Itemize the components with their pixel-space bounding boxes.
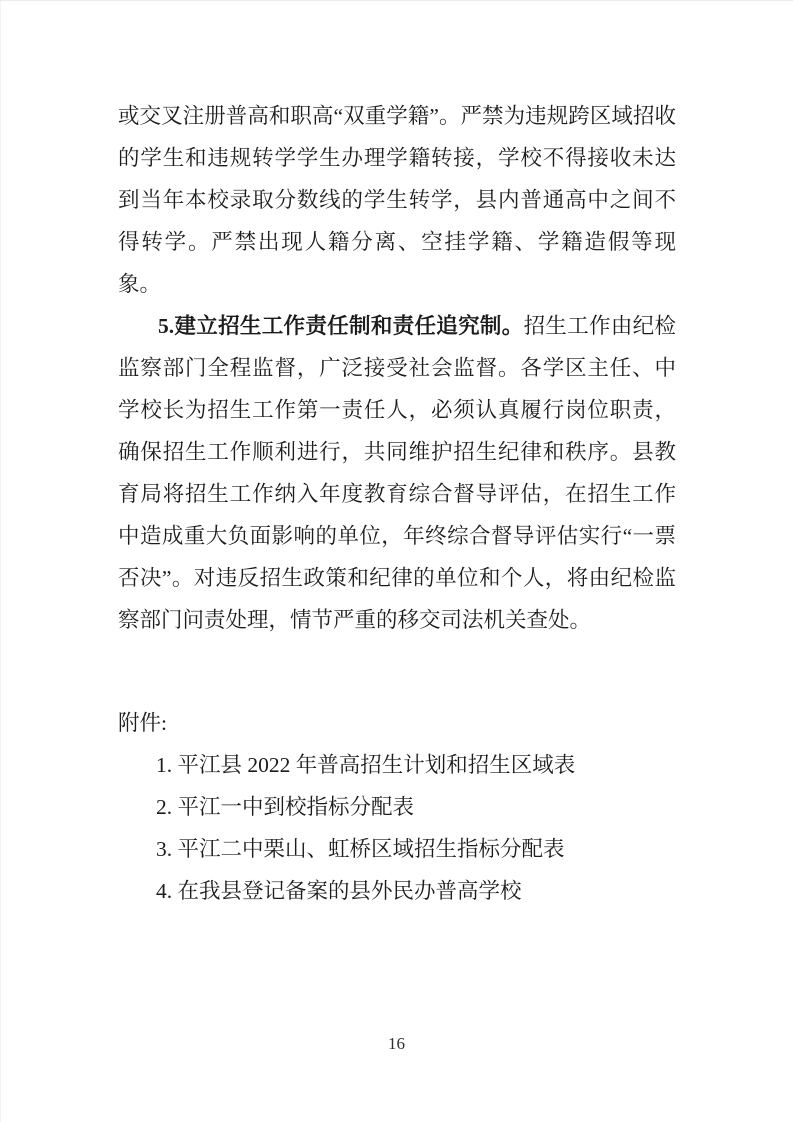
paragraph-text: 招生工作由纪检监察部门全程监督，广泛接受社会监督。各学区主任、中学校长为招生工作第一责任人，必须认真履行岗位职责，确保招生工作顺利进行，共同维护招生纪律和秩序。县教育局将招生工作纳入年度教育综合督导评估，在招生工作中造成重大负面影响的单位，年终综合督导评估实行“一票否决”。对违反招生政策和纪律的单位和个人，将由纪检监察部门问责处理，情节严重的移交司法机关查处。 <box>118 314 676 632</box>
paragraph <box>118 95 676 305</box>
paragraph-bold-lead: 5.建立招生工作责任制和责任追究制。 <box>158 314 524 338</box>
attachment-item: 3. 平江二中栗山、虹桥区域招生指标分配表 <box>156 837 565 861</box>
body-text <box>118 95 676 641</box>
paragraph-text: 或交叉注册普高和职高“双重学籍”。严禁为违规跨区域招收的学生和违规转学学生办理学籍转接，学校不得接收未达到当年本校录取分数线的学生转学，县内普通高中之间不得转学。严禁出现人籍分离、空挂学籍、学籍造假等现象。 <box>118 104 676 296</box>
attachment-item: 4. 在我县登记备案的县外民办普高学校 <box>156 879 522 903</box>
attachment-item: 1. 平江县 2022 年普高招生计划和招生区域表 <box>156 753 576 777</box>
paragraph <box>118 305 676 641</box>
attachments-label: 附件: <box>118 711 167 735</box>
page-number: 16 <box>388 1034 405 1053</box>
page-content <box>118 95 676 912</box>
attachments-section <box>118 702 676 912</box>
attachment-item: 2. 平江一中到校指标分配表 <box>156 795 415 819</box>
